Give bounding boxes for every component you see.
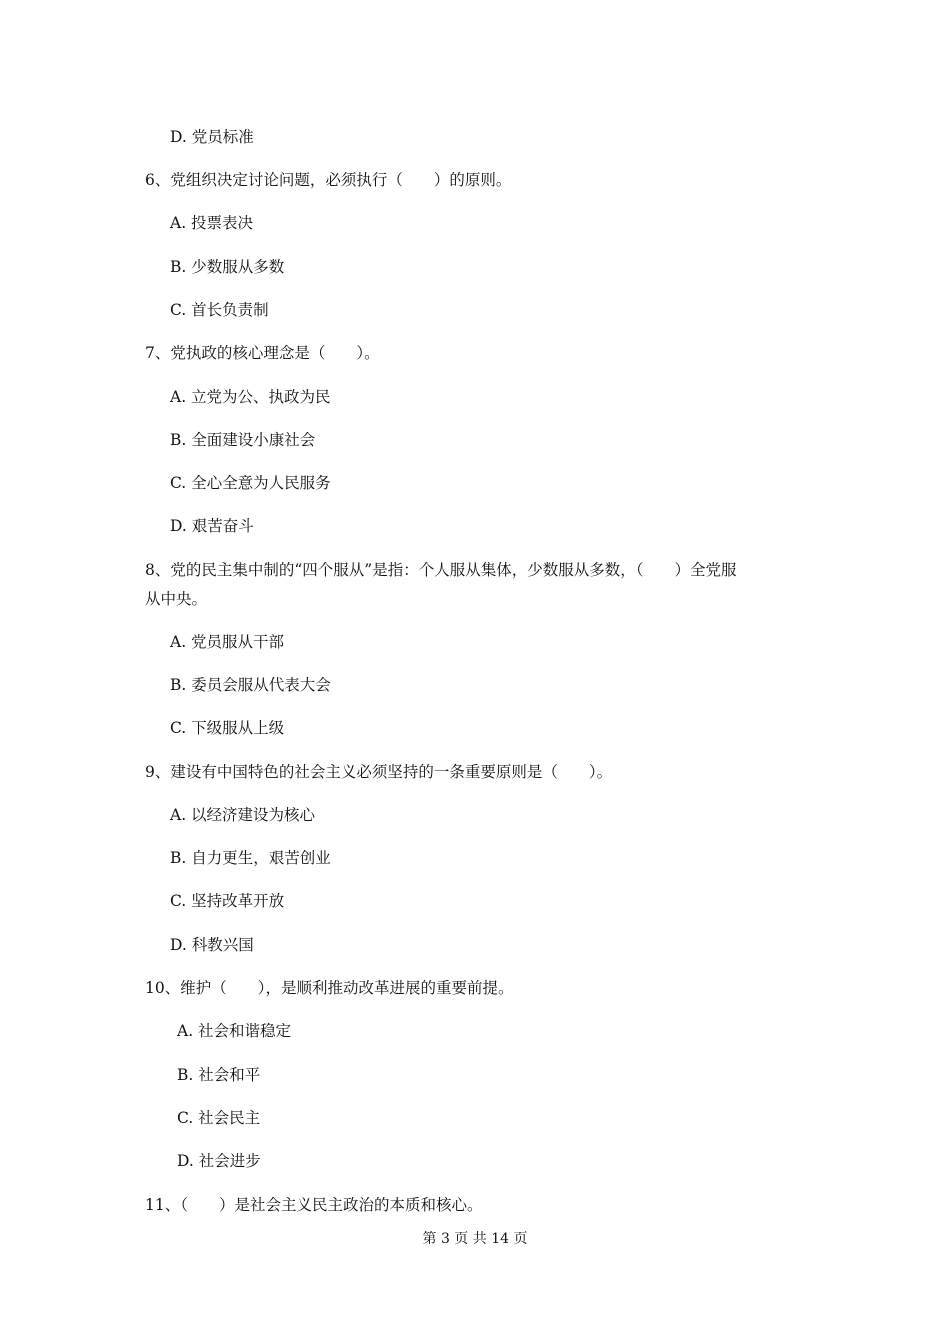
q10-option-c: C. 社会民主 [177,1109,261,1127]
q7-stem: 7、党执政的核心理念是（ ）。 [145,344,380,362]
q6-stem: 6、党组织决定讨论问题，必须执行（ ）的原则。 [145,171,512,189]
q6-option-a: A. 投票表决 [170,214,254,232]
q9-stem: 9、建设有中国特色的社会主义必须坚持的一条重要原则是（ ）。 [145,763,613,781]
q7-option-a: A. 立党为公、执政为民 [170,388,331,406]
q8-option-b: B. 委员会服从代表大会 [170,676,331,694]
page-footer: 第 3 页 共 14 页 [422,1231,528,1247]
q8-stem-line2: 从中央。 [145,590,208,608]
q9-option-d: D. 科教兴国 [170,936,254,954]
q9-option-a: A. 以经济建设为核心 [170,806,316,824]
q10-stem: 10、维护（ ），是顺利推动改革进展的重要前提。 [145,979,514,997]
q8-stem-line1: 8、党的民主集中制的“四个服从”是指：个人服从集体，少数服从多数，（ ）全党服 [145,561,737,579]
q7-option-c: C. 全心全意为人民服务 [170,474,331,492]
q10-option-a: A. 社会和谐稳定 [177,1022,292,1040]
q7-option-b: B. 全面建设小康社会 [170,431,316,449]
q6-option-c: C. 首长负责制 [170,301,269,319]
q10-option-d: D. 社会进步 [177,1152,261,1170]
q10-option-b: B. 社会和平 [177,1066,261,1084]
q5-option-d: D. 党员标准 [170,128,254,146]
q6-option-b: B. 少数服从多数 [170,258,285,276]
q7-option-d: D. 艰苦奋斗 [170,517,254,535]
q8-option-c: C. 下级服从上级 [170,719,285,737]
q9-option-b: B. 自力更生，艰苦创业 [170,849,331,867]
q9-option-c: C. 坚持改革开放 [170,892,285,910]
q8-option-a: A. 党员服从干部 [170,633,285,651]
q11-stem: 11、（ ）是社会主义民主政治的本质和核心。 [145,1196,483,1214]
